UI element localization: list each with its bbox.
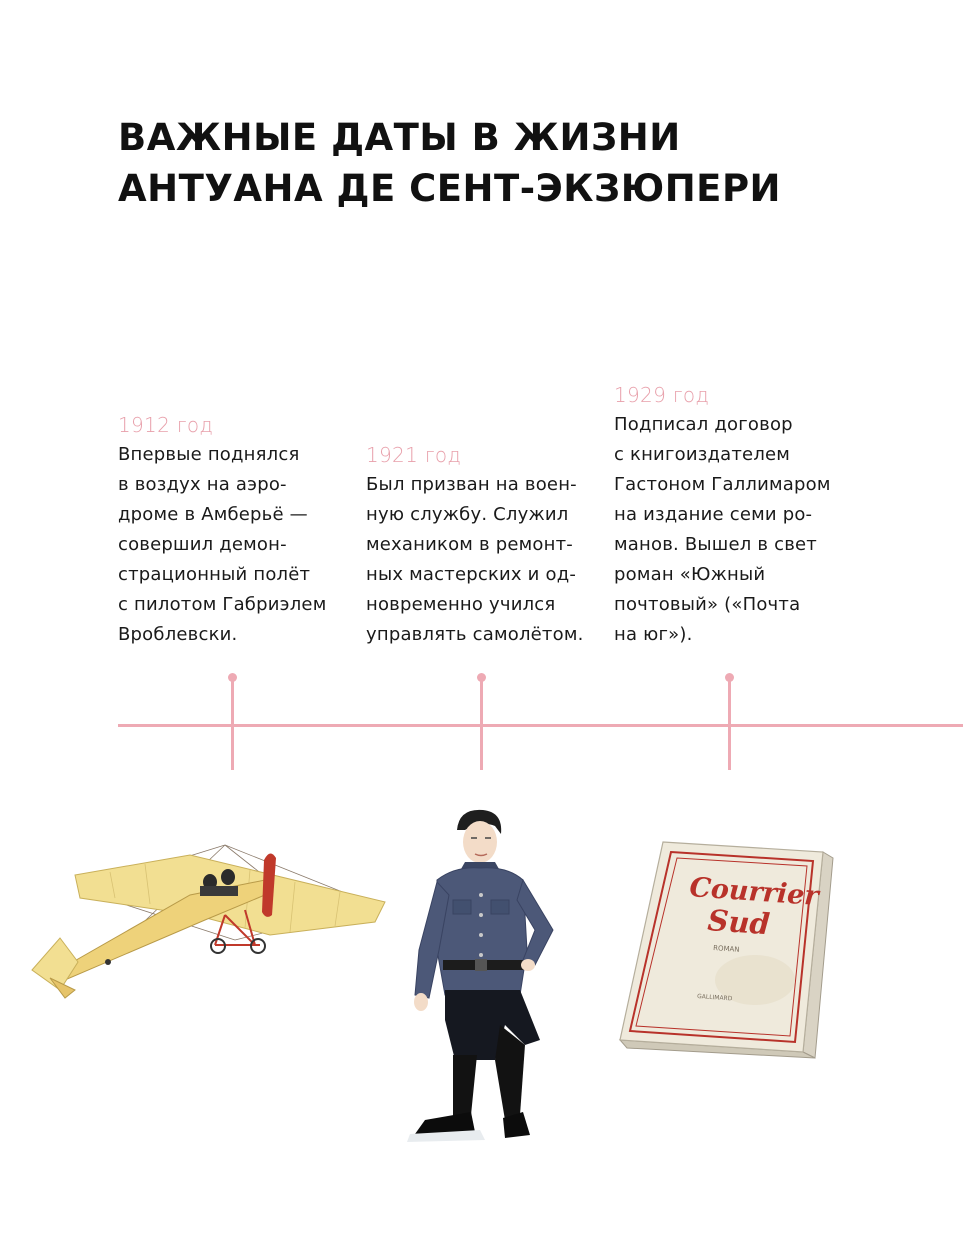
page-title-line-2: АНТУАНА ДЕ СЕНТ-ЭКЗЮПЕРИ [118, 167, 782, 210]
entry-text: Впервые поднялся в воздух на аэро- дроме в Амберьё — совершил демон- страционный полёт с пилотом Габриэлем Вроблевски. [118, 444, 327, 645]
timeline-marker-1929 [728, 676, 731, 770]
entry-text: Подписал договор с книгоиздателем Гастоном Галлимаром на издание семи ро- манов. Вышел в свет роман «Южный почтовый» («Почта на юг»). [614, 414, 831, 645]
timeline-entry-1929 [614, 380, 854, 650]
monoplane-illustration [20, 820, 400, 1010]
book-illustration [605, 830, 845, 1065]
timeline-entry-1912 [118, 410, 358, 650]
timeline-entry-1921 [366, 440, 601, 650]
book-publisher: GALLIMARD [696, 993, 733, 1003]
soldier-illustration [395, 800, 575, 1145]
timeline-axis [118, 724, 963, 727]
book-subtitle: ROMAN [712, 944, 740, 954]
entry-text: Был призван на воен- ную службу. Служил механиком в ремонт- ных мастерских и од- новременно учился управлять самолётом. [366, 474, 584, 645]
entry-year: 1921 год [366, 443, 462, 467]
book-title-line-1: Courrier [688, 872, 820, 912]
timeline-marker-1921 [480, 676, 483, 770]
entry-year: 1912 год [118, 413, 214, 437]
entry-year: 1929 год [614, 383, 710, 407]
page-title [118, 112, 938, 214]
page-title-line-1: ВАЖНЫЕ ДАТЫ В ЖИЗНИ [118, 116, 681, 159]
timeline-marker-1912 [231, 676, 234, 770]
book-title-line-2: Sud [706, 903, 772, 942]
